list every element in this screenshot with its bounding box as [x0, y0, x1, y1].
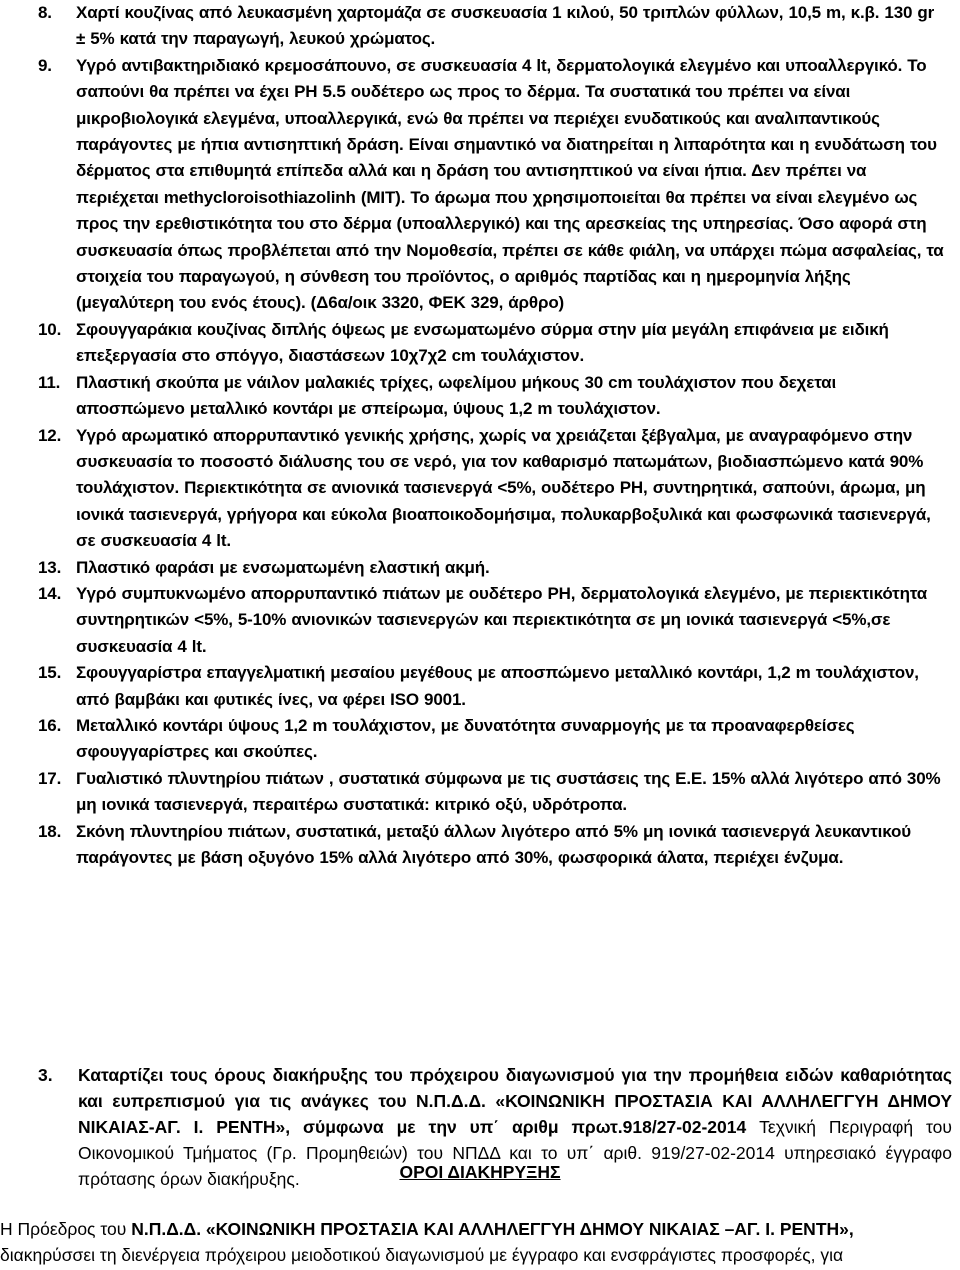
- item-number: 14.: [38, 583, 62, 603]
- section-heading: ΟΡΟΙ ΔΙΑΚΗΡΥΞΗΣ: [399, 1162, 561, 1182]
- list-item: [0, 766, 960, 819]
- list-item: [0, 660, 960, 713]
- list-item: [0, 370, 960, 423]
- list-item: [0, 555, 960, 581]
- item-number: 16.: [38, 715, 62, 735]
- item-number: 8.: [38, 3, 52, 22]
- list-item: [0, 423, 960, 555]
- item-text: Πλαστική σκούπα με νάιλον μαλακιές τρίχες, ωφελίμου μήκους 30 cm τουλάχιστον που δεχεται αποσπώμενο μεταλλικό κοντάρι με σπείρωμα, ύψους 1,2 m τουλάχιστον.: [76, 372, 837, 419]
- list-item: [0, 53, 960, 317]
- item-text: Μεταλλικό κοντάρι ύψους 1,2 m τουλάχιστον, με δυνατότητα συναρμογής με τα προαναφερθείσες σφουγγαρίστρες και σκούπες.: [76, 715, 855, 762]
- intro-line-1: [0, 1216, 960, 1242]
- item-text: Χαρτί κουζίνας από λευκασμένη χαρτομάζα σε συσκευασία 1 κιλού, 50 τριπλών φύλλων, 10,5 m, κ.β. 130 gr ± 5% κατά την παραγωγή, λευκού χρώματος.: [76, 3, 935, 49]
- section-number: 3.: [38, 1065, 53, 1085]
- item-text: Υγρό συμπυκνωμένο απορρυπαντικό πιάτων με ουδέτερο PH, δερματολογικά ελεγμένο, με περιεκτικότητα συντηρητικών <5%, 5-10% ανιονικών τασιενεργών και περιεκτικότητα σε μη ιονικά τασιενεργά <5%,σε συσκευασία 4 lt.: [76, 583, 928, 656]
- item-number: 10.: [38, 319, 62, 339]
- item-number: 15.: [38, 663, 62, 683]
- intro-paragraph: [0, 1216, 960, 1268]
- intro-prefix: Η Πρόεδρος του: [0, 1219, 132, 1239]
- item-text: Υγρό αρωματικό απορρυπαντικό γενικής χρήσης, χωρίς να χρειάζεται ξέβγαλμα, με αναγραφόμενο στην συσκευασία το ποσοστό διάλυσης του σε νερό, για τον καθαρισμό πατωμάτων, βιοδιασπώμενο κατά 90% τουλάχιστον. Περιεκτικότητα σε ανιονικά τασιενεργά <5%, ουδέτερο PH, συντηρητικά, σαπούνι, άρωμα, μη ιονικά τασιενεργά, γρήγορα και εύκολα βιοαποικοδομήσιμα, πολυκαρβοξυλικά και φωσφωνικά τασιενεργά, σε συσκευασία 4 lt.: [76, 425, 931, 551]
- item-number: 11.: [38, 372, 61, 392]
- list-item: [0, 0, 960, 53]
- list-item: [0, 819, 960, 872]
- item-number: 13.: [38, 557, 62, 577]
- intro-organization: Ν.Π.Δ.Δ. «ΚΟΙΝΩΝΙΚΗ ΠΡΟΣΤΑΣΙΑ ΚΑΙ ΑΛΛΗΛΕΓΓΥΗ ΔΗΜΟΥ ΝΙΚΑΙΑΣ –ΑΓ. Ι. ΡΕΝΤΗ»,: [131, 1219, 854, 1239]
- item-text: Σφουγγαράκια κουζίνας διπλής όψεως με ενσωματωμένο σύρμα στην μία μεγάλη επιφάνεια με ειδική επεξεργασία στο σπόγγο, διαστάσεων 10χ7χ2 cm τουλάχιστον.: [76, 319, 889, 366]
- item-number: 9.: [38, 55, 52, 75]
- list-item: [0, 581, 960, 660]
- section-3-text-bold: Καταρτίζει τους όρους διακήρυξης του πρόχειρου διαγωνισμού για την προμήθεια ειδών καθαριότητας και ευπρεπισμού για τις ανάγκες του Ν.Π.Δ.Δ. «ΚΟΙΝΩΝΙΚΗ ΠΡΟΣΤΑΣΙΑ ΚΑΙ ΑΛΛΗΛΕΓΓΥΗ ΔΗΜΟΥ ΝΙΚΑΙΑΣ-ΑΓ. Ι. ΡΕΝΤΗ», σύμφωνα με την υπ΄ αριθμ πρωτ.918/27-02-2014: [78, 1065, 952, 1137]
- list-item: [0, 713, 960, 766]
- item-text: Σκόνη πλυντηρίου πιάτων, συστατικά, μεταξύ άλλων λιγότερο από 5% μη ιονικά τασιενεργά λευκαντικού παράγοντες με βάση οξυγόνο 15% αλλά λιγότερο από 30%, φωσφορικά άλατα, περιέχει ένζυμα.: [76, 821, 911, 867]
- list-item: [0, 317, 960, 370]
- item-text: Σφουγγαρίστρα επαγγελματική μεσαίου μεγέθους με αποσπώμενο μεταλλικό κοντάρι, 1,2 m τουλάχιστον, από βαμβάκι και φυτικές ίνες, να φέρει ISO 9001.: [76, 663, 919, 709]
- item-number: 18.: [38, 821, 62, 841]
- intro-line-2: διακηρύσσει τη διενέργεια πρόχειρου μειοδοτικού διαγωνισμού με έγγραφο και ενσφράγιστες προσφορές, για: [0, 1245, 844, 1265]
- item-number: 17.: [38, 768, 62, 788]
- section-3-text-normal: Τεχνική Περιγραφή του Οικονομικού Τμήματος (Γρ. Προμηθειών) του ΝΠΔΔ και το υπ΄ αριθ. 919/27-02-2014 υπηρεσιακό έγγραφο πρότασης όρων διακήρυξης.: [78, 1117, 952, 1189]
- item-text: Υγρό αντιβακτηριδιακό κρεμοσάπουνο, σε συσκευασία 4 lt, δερματολογικά ελεγμένο και υποαλλεργικό. Το σαπούνι θα πρέπει να έχει PH 5.5 ουδέτερο ως προς το δέρμα. Τα συστατικά του πρέπει να είναι μικροβιολογικά ελεγμένα, υποαλλεργικά, ενώ θα πρέπει να περιέχει ενυδατικούς και αναλιπαντικούς παράγοντες με ήπια αντισηπτική δράση. Είναι σημαντικό να διατηρείται η λιπαρότητα και η ενυδάτωση του δέρματος στα επιθυμητά επίπεδα αλλά και η δράση του αντισηπτικού να είναι ήπια. Δεν πρέπει να περιέχεται methycloroisothiazolinh (MIT). Το άρωμα που χρησιμοποιείται θα πρέπει να είναι ελεγμένο ως προς την ερεθιστικότητα του στο δέρμα (υποαλλεργικό) και της αρεσκείας της υπηρεσίας. Όσο αφορά στη συσκευασία όπως προβλέπεται από την Νομοθεσία, πρέπει σε κάθε φιάλη, να υπάρχει πώμα ασφαλείας, τα στοιχεία του παραγωγού, η σύνθεση του προϊόντος, ο αριθμός παρτίδας και η ημερομηνία λήξης (μεγαλύτερη του ενός έτους). (Δ6α/οικ 3320, ΦΕΚ 329, άρθρο): [76, 55, 944, 313]
- item-text: Πλαστικό φαράσι με ενσωματωμένη ελαστική ακμή.: [76, 557, 490, 577]
- item-text: Γυαλιστικό πλυντηρίου πιάτων , συστατικά σύμφωνα με τις συστάσεις της Ε.Ε. 15% αλλά λιγότερο από 30% μη ιονικά τασιενεργά, περαιτέρω συστατικά: κιτρικό οξύ, υδρότροπα.: [76, 768, 941, 815]
- item-number: 12.: [38, 425, 62, 445]
